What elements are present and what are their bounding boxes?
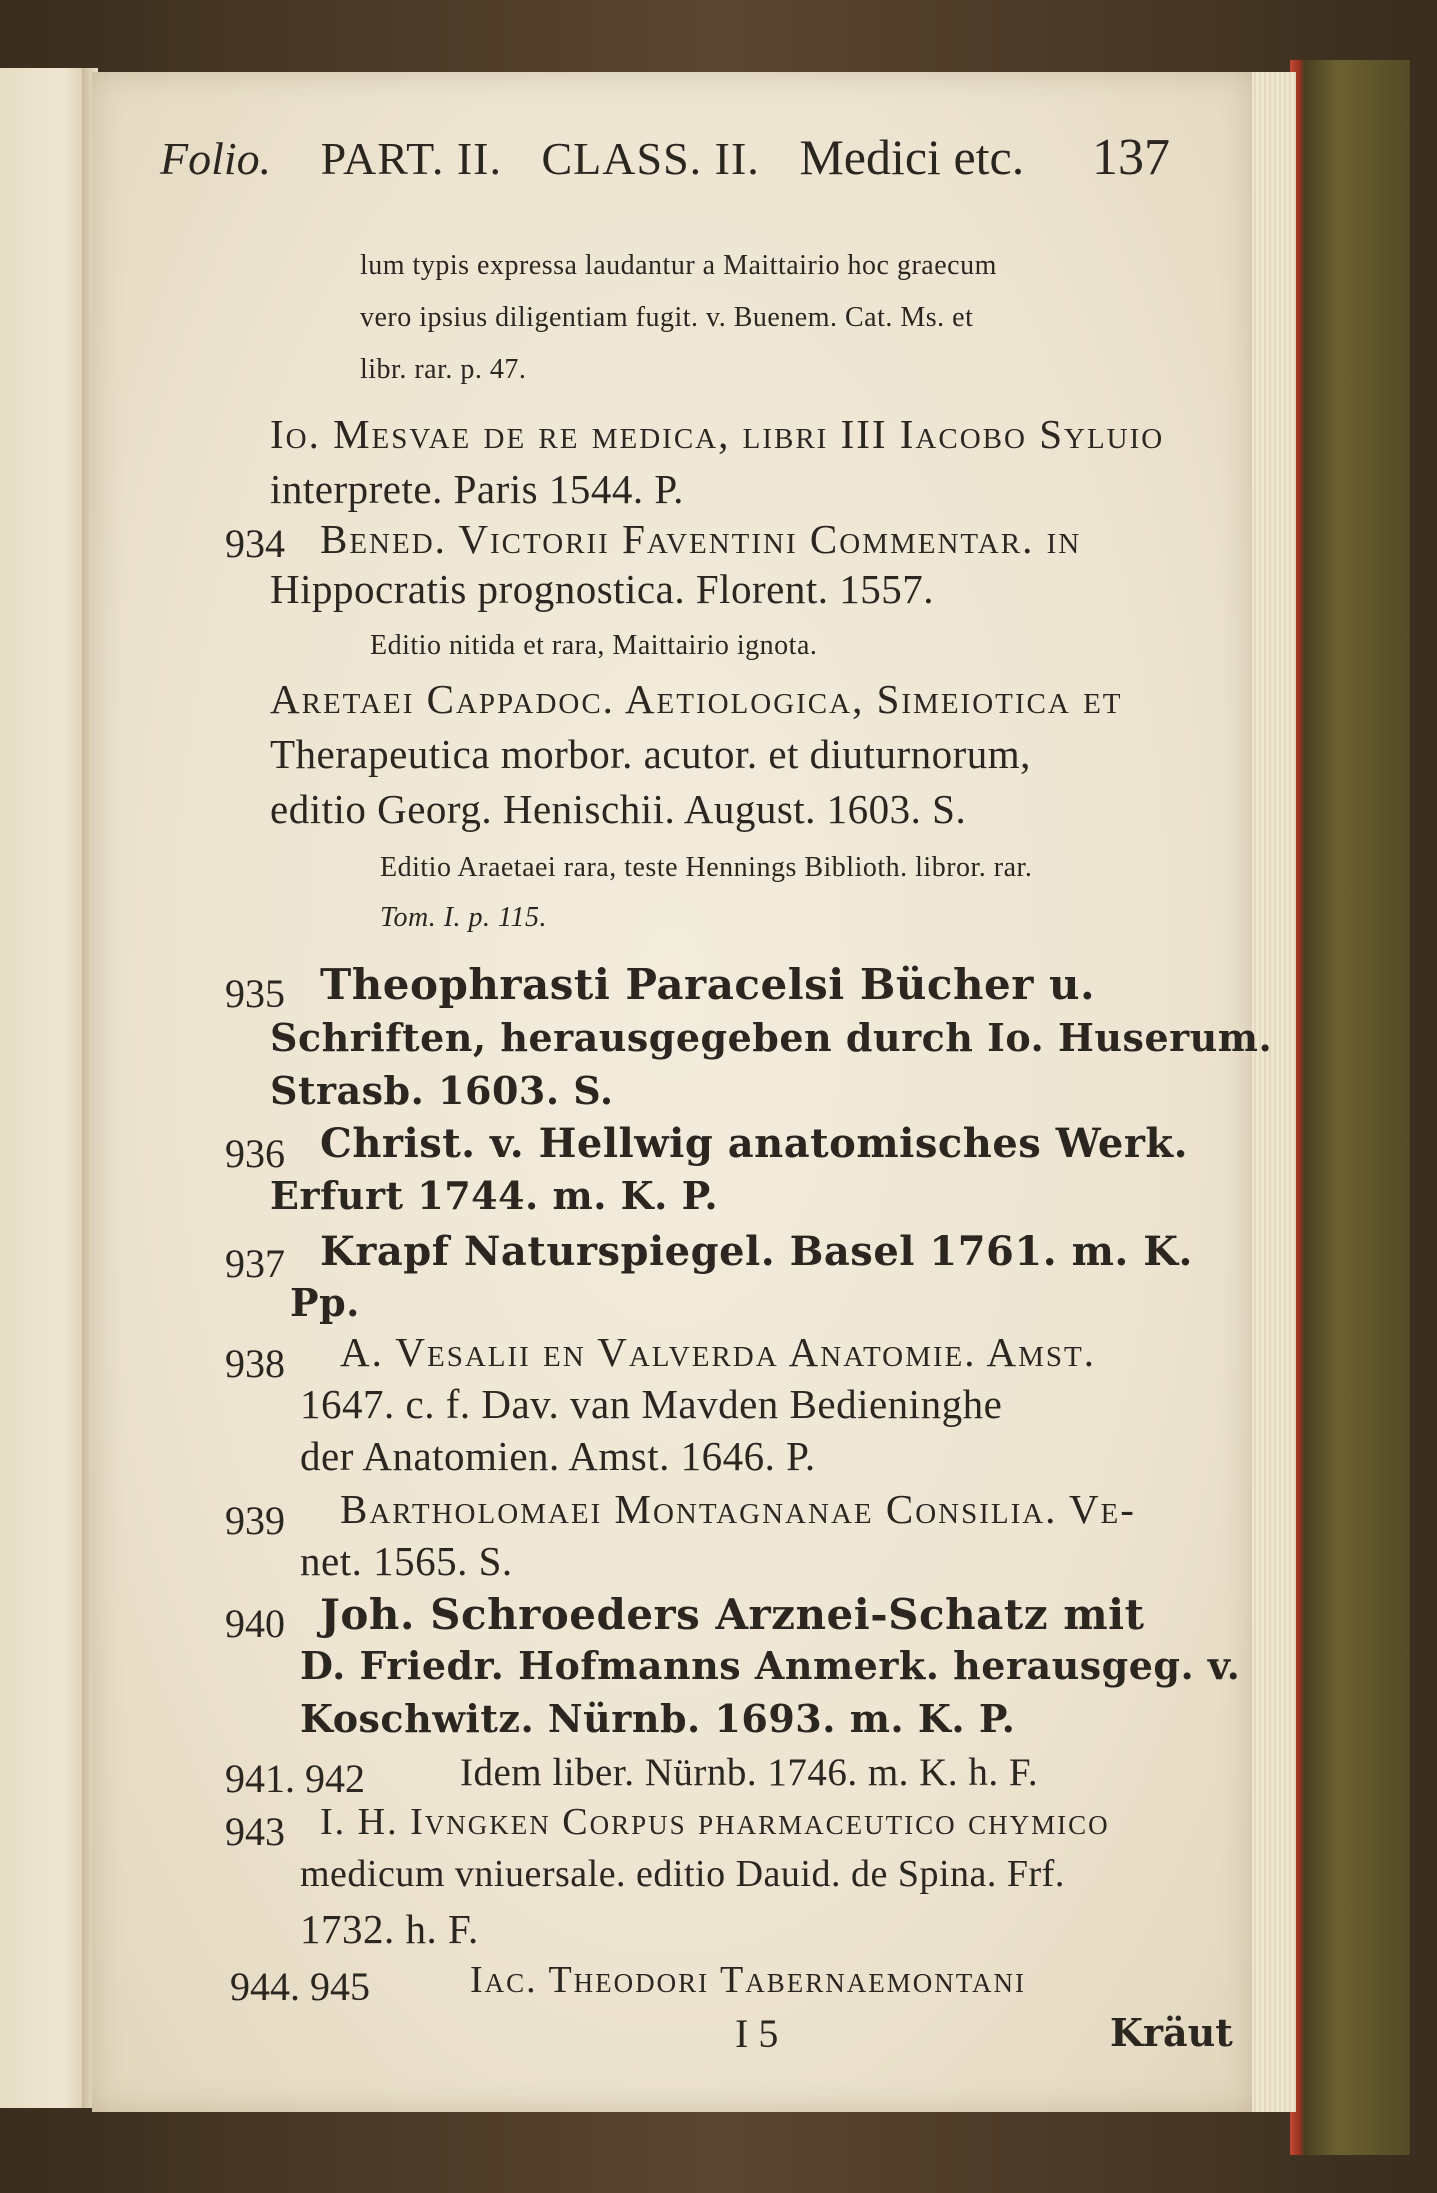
entry-continuation: Strasb. 1603. S. xyxy=(270,1068,614,1113)
note-line: lum typis expressa laudantur a Maittairio hoc graecum xyxy=(360,250,997,281)
entry-continuation: interprete. Paris 1544. P. xyxy=(270,466,684,512)
entry-text: I. H. Ivngken Corpus pharmaceutico chymico xyxy=(320,1801,1110,1843)
entry-text: Bened. Victorii Faventini Commentar. in xyxy=(320,516,1082,562)
entry-line: Joh. Schroeders Arznei-Schatz mit xyxy=(320,1590,1145,1639)
class-label: CLASS. II. xyxy=(541,133,760,184)
book-cover-edge xyxy=(1290,60,1410,2155)
entry-line: Theophrasti Paracelsi Bücher u. xyxy=(320,960,1096,1009)
signature-mark: I 5 xyxy=(735,2011,779,2056)
entry-number: 940 xyxy=(225,1601,285,1646)
entry-text: Iac. Theodori Tabernaemontani xyxy=(470,1959,1027,2001)
entry-number: 941. 942 xyxy=(225,1756,365,1801)
note-line: Editio Araetaei rara, teste Hennings Biblioth. libror. rar. xyxy=(380,852,1033,883)
note-line: Editio nitida et rara, Maittairio ignota. xyxy=(370,630,818,661)
entry-continuation: Therapeutica morbor. acutor. et diuturnorum, xyxy=(270,731,1031,777)
subject-label: Medici etc. xyxy=(799,129,1025,185)
entry-line xyxy=(340,1328,1096,1376)
entry-line xyxy=(340,1485,1136,1533)
entry-continuation: medicum vniuersale. editio Dauid. de Spina. Frf. xyxy=(300,1853,1065,1895)
entry-line: Christ. v. Hellwig anatomisches Werk. xyxy=(320,1120,1189,1167)
entry-line: Krapf Naturspiegel. Basel 1761. m. K. xyxy=(320,1228,1193,1275)
entry-number: 944. 945 xyxy=(230,1964,370,2009)
entry-number: 936 xyxy=(225,1131,285,1176)
entry-line xyxy=(320,1800,1110,1844)
entry-line xyxy=(270,675,1123,723)
page-edges xyxy=(1245,72,1296,2112)
running-header xyxy=(160,128,1170,186)
part-label: PART. II. xyxy=(320,133,502,184)
entry-number: 934 xyxy=(225,521,285,566)
catchword: Kräut xyxy=(1110,2010,1233,2055)
note-line: vero ipsius diligentiam fugit. v. Buenem. Cat. Ms. et xyxy=(360,302,974,333)
entry-continuation: editio Georg. Henischii. August. 1603. S. xyxy=(270,786,967,832)
note-line: libr. rar. p. 47. xyxy=(360,354,527,385)
format-label: Folio. xyxy=(160,133,272,184)
entry-number: 943 xyxy=(225,1809,285,1854)
entry-line xyxy=(270,410,1164,458)
entry-continuation: D. Friedr. Hofmanns Anmerk. herausgeg. v. xyxy=(300,1643,1241,1688)
entry-continuation: Pp. xyxy=(290,1280,360,1325)
entry-line xyxy=(470,1958,1026,2002)
left-page-edge xyxy=(0,68,92,2108)
entry-text: Aretaei Cappadoc. Aetiologica, Simeiotica et xyxy=(270,676,1123,722)
entry-number: 935 xyxy=(225,971,285,1016)
entry-text: Io. Mesvae de re medica, libri III Iacobo Syluio xyxy=(270,411,1165,457)
entry-continuation: Erfurt 1744. m. K. P. xyxy=(270,1173,719,1218)
entry-continuation: Koschwitz. Nürnb. 1693. m. K. P. xyxy=(300,1696,1016,1741)
entry-text: A. Vesalii en Valverda Anatomie. Amst. xyxy=(340,1329,1096,1375)
entry-continuation: der Anatomien. Amst. 1646. P. xyxy=(300,1433,816,1479)
entry-continuation: Schriften, herausgegeben durch Io. Huserum. xyxy=(270,1015,1273,1060)
entry-continuation: 1647. c. f. Dav. van Mavden Bedieninghe xyxy=(300,1381,1003,1427)
note-line: Tom. I. p. 115. xyxy=(380,902,547,933)
entry-line xyxy=(320,515,1081,563)
entry-number: 938 xyxy=(225,1341,285,1386)
entry-number: 937 xyxy=(225,1241,285,1286)
entry-continuation: net. 1565. S. xyxy=(300,1538,513,1584)
entry-continuation: Hippocratis prognostica. Florent. 1557. xyxy=(270,566,935,612)
entry-number: 939 xyxy=(225,1498,285,1543)
entry-line: Idem liber. Nürnb. 1746. m. K. h. F. xyxy=(460,1751,1039,1794)
page-number: 137 xyxy=(1092,129,1170,186)
entry-continuation: 1732. h. F. xyxy=(300,1906,479,1952)
entry-text: Bartholomaei Montagnanae Consilia. Ve- xyxy=(340,1486,1136,1532)
